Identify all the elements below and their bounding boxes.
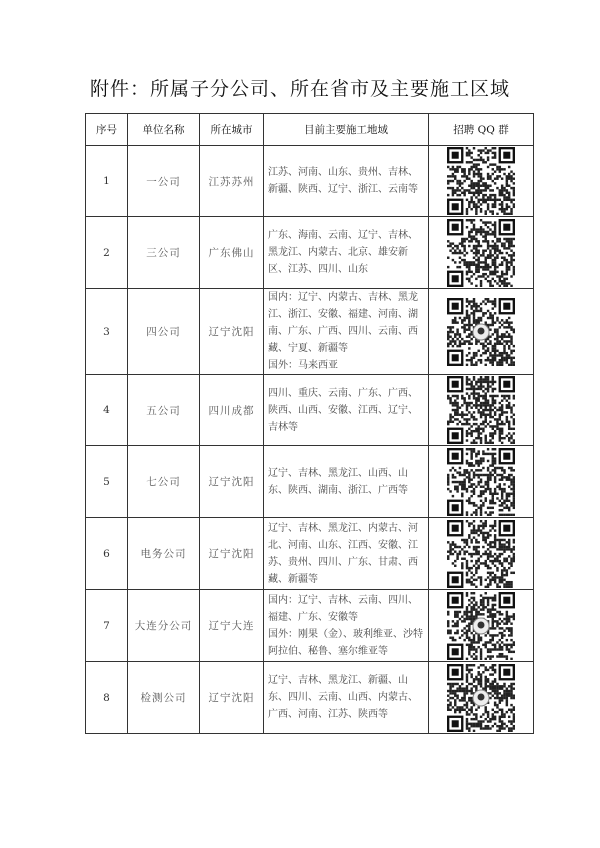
table-row xyxy=(86,590,534,662)
construction-area xyxy=(264,375,429,446)
qq-group-qr[interactable] xyxy=(429,375,534,446)
qr-code-icon xyxy=(447,664,515,732)
qr-code-icon xyxy=(447,298,515,366)
header-name: 单位名称 xyxy=(128,114,200,146)
company-name: 五公司 xyxy=(128,375,200,446)
qr-code-icon xyxy=(447,520,515,588)
company-name: 一公司 xyxy=(128,146,200,217)
qq-group-qr[interactable] xyxy=(429,518,534,590)
area-line: 国内：辽宁、吉林、云南、四川、福建、广东、安徽等 xyxy=(268,594,418,623)
table-row xyxy=(86,146,534,217)
qr-code-icon xyxy=(447,219,515,287)
area-line: 国外：刚果（金）、玻利维亚、沙特阿拉伯、秘鲁、塞尔维亚等 xyxy=(268,628,423,657)
table-row xyxy=(86,375,534,446)
header-qq: 招聘 QQ 群 xyxy=(429,114,534,146)
construction-area xyxy=(264,446,429,518)
company-city: 江苏苏州 xyxy=(200,146,264,217)
row-number: 5 xyxy=(86,446,128,518)
qq-group-qr[interactable] xyxy=(429,146,534,217)
qr-code-icon xyxy=(447,376,515,444)
area-line: 辽宁、吉林、黑龙江、山西、山东、陕西、湖南、浙江、广西等 xyxy=(268,467,408,496)
qq-group-qr[interactable] xyxy=(429,446,534,518)
page-title: 附件：所属子分公司、所在省市及主要施工区域 xyxy=(89,78,510,100)
header-area: 目前主要施工地域 xyxy=(264,114,429,146)
qr-code-icon xyxy=(447,448,515,516)
construction-area xyxy=(264,289,429,375)
company-city: 辽宁大连 xyxy=(200,590,264,662)
qq-group-qr[interactable] xyxy=(429,217,534,289)
area-line: 广东、海南、云南、辽宁、吉林、黑龙江、内蒙古、北京、雄安新区、江苏、四川、山东 xyxy=(268,230,418,275)
qq-group-qr[interactable] xyxy=(429,289,534,375)
table-row xyxy=(86,446,534,518)
header-no: 序号 xyxy=(86,114,128,146)
area-line: 辽宁、吉林、黑龙江、内蒙古、河北、河南、山东、江西、安徽、江苏、贵州、四川、广东、甘肃、西藏、新疆等 xyxy=(268,522,418,585)
construction-area xyxy=(264,518,429,590)
row-number: 7 xyxy=(86,590,128,662)
table-row xyxy=(86,217,534,289)
company-city: 辽宁沈阳 xyxy=(200,289,264,375)
row-number: 3 xyxy=(86,289,128,375)
qr-code-icon xyxy=(447,592,515,660)
company-city: 辽宁沈阳 xyxy=(200,662,264,734)
area-line: 辽宁、吉林、黑龙江、新疆、山东、四川、云南、山西、内蒙古、广西、河南、江苏、陕西等 xyxy=(268,675,418,720)
row-number: 2 xyxy=(86,217,128,289)
company-table xyxy=(85,113,534,734)
row-number: 8 xyxy=(86,662,128,734)
area-line: 国内：辽宁、内蒙古、吉林、黑龙江、浙江、安徽、福建、河南、湖南、广东、广西、四川、云南、西藏、宁夏、新疆等 xyxy=(268,292,418,354)
company-city: 辽宁沈阳 xyxy=(200,446,264,518)
company-name: 三公司 xyxy=(128,217,200,289)
construction-area xyxy=(264,662,429,734)
company-name: 大连分公司 xyxy=(128,590,200,662)
table-row xyxy=(86,289,534,375)
company-name: 七公司 xyxy=(128,446,200,518)
area-line: 国外：马来西亚 xyxy=(268,360,338,371)
table-row xyxy=(86,518,534,590)
row-number: 4 xyxy=(86,375,128,446)
company-city: 四川成都 xyxy=(200,375,264,446)
table-row xyxy=(86,662,534,734)
company-city: 广东佛山 xyxy=(200,217,264,289)
company-city: 辽宁沈阳 xyxy=(200,518,264,590)
company-name: 电务公司 xyxy=(128,518,200,590)
row-number: 1 xyxy=(86,146,128,217)
table-header xyxy=(86,114,534,146)
row-number: 6 xyxy=(86,518,128,590)
construction-area xyxy=(264,146,429,217)
qq-group-qr[interactable] xyxy=(429,590,534,662)
header-city: 所在城市 xyxy=(200,114,264,146)
area-line: 四川、重庆、云南、广东、广西、陕西、山西、安徽、江西、辽宁、吉林等 xyxy=(268,387,418,433)
company-name: 四公司 xyxy=(128,289,200,375)
area-line: 江苏、河南、山东、贵州、吉林、新疆、陕西、辽宁、浙江、云南等 xyxy=(268,167,418,195)
company-name: 检测公司 xyxy=(128,662,200,734)
qr-code-icon xyxy=(447,147,515,215)
qq-group-qr[interactable] xyxy=(429,662,534,734)
construction-area xyxy=(264,590,429,662)
construction-area xyxy=(264,217,429,289)
